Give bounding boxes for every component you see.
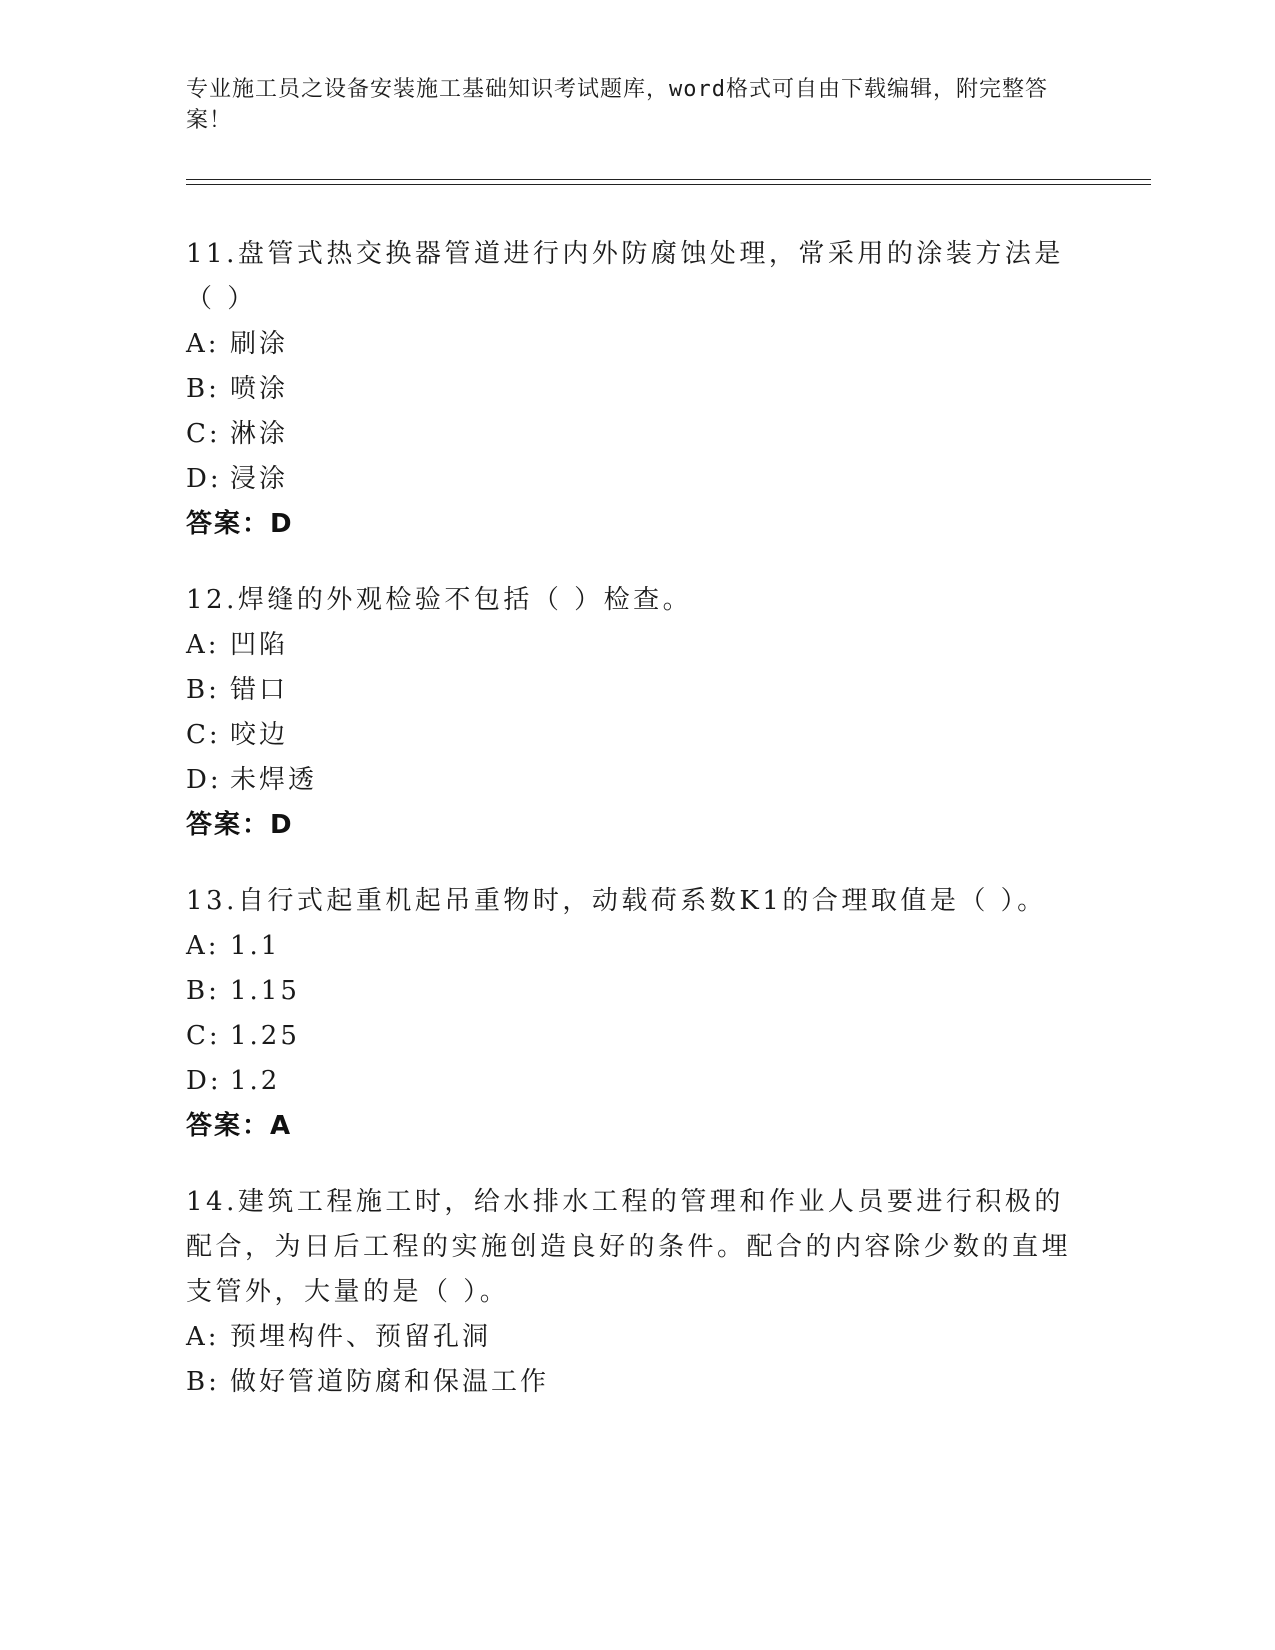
answer-line: 答案：D bbox=[186, 509, 294, 539]
option-c bbox=[186, 1014, 1086, 1059]
option-label: A: bbox=[186, 1322, 220, 1352]
header-divider-bottom bbox=[186, 184, 1151, 185]
question-13 bbox=[186, 879, 1086, 1149]
option-a bbox=[186, 1315, 1086, 1360]
option-text: 1.2 bbox=[230, 1066, 281, 1096]
option-label: A: bbox=[186, 630, 220, 660]
answer-line: 答案：D bbox=[186, 810, 294, 840]
option-label: C: bbox=[186, 419, 221, 449]
option-a bbox=[186, 924, 1086, 969]
option-b bbox=[186, 969, 1086, 1014]
option-text: 预埋构件、预留孔洞 bbox=[230, 1322, 492, 1352]
question-stem: 13.自行式起重机起吊重物时，动载荷系数K1的合理取值是（ ）。 bbox=[186, 886, 1047, 916]
option-label: B: bbox=[186, 374, 220, 404]
option-d bbox=[186, 1059, 1086, 1104]
option-text: 1.25 bbox=[230, 1021, 300, 1051]
question-stem: 12.焊缝的外观检验不包括（ ）检查。 bbox=[186, 585, 693, 615]
option-text: 刷涂 bbox=[230, 329, 289, 359]
document-header: 专业施工员之设备安装施工基础知识考试题库，word格式可自由下载编辑，附完整答案！ bbox=[186, 77, 1048, 133]
option-label: A: bbox=[186, 329, 220, 359]
option-c bbox=[186, 713, 1086, 758]
question-stem: 14.建筑工程施工时，给水排水工程的管理和作业人员要进行积极的配合，为日后工程的实施创造良好的条件。配合的内容除少数的直埋支管外，大量的是（ ）。 bbox=[186, 1187, 1072, 1307]
option-text: 凹陷 bbox=[230, 630, 289, 660]
option-label: B: bbox=[186, 976, 220, 1006]
option-label: B: bbox=[186, 675, 220, 705]
option-a bbox=[186, 623, 1086, 668]
option-label: D: bbox=[186, 765, 222, 795]
question-list bbox=[186, 232, 1086, 1436]
question-12 bbox=[186, 578, 1086, 848]
option-b bbox=[186, 668, 1086, 713]
answer-line: 答案：A bbox=[186, 1111, 293, 1141]
option-label: B: bbox=[186, 1367, 220, 1397]
option-text: 错口 bbox=[230, 675, 289, 705]
option-label: C: bbox=[186, 1021, 221, 1051]
question-stem: 11.盘管式热交换器管道进行内外防腐蚀处理，常采用的涂装方法是（ ） bbox=[186, 239, 1064, 314]
option-text: 淋涂 bbox=[230, 419, 289, 449]
option-label: D: bbox=[186, 464, 222, 494]
option-text: 浸涂 bbox=[230, 464, 289, 494]
question-14 bbox=[186, 1180, 1086, 1405]
option-text: 未焊透 bbox=[230, 765, 318, 795]
option-text: 做好管道防腐和保温工作 bbox=[230, 1367, 550, 1397]
option-label: D: bbox=[186, 1066, 222, 1096]
question-11 bbox=[186, 232, 1086, 547]
option-b bbox=[186, 1360, 1086, 1405]
option-text: 1.15 bbox=[230, 976, 300, 1006]
option-a bbox=[186, 322, 1086, 367]
option-label: C: bbox=[186, 720, 221, 750]
option-text: 喷涂 bbox=[230, 374, 289, 404]
option-d bbox=[186, 457, 1086, 502]
option-c bbox=[186, 412, 1086, 457]
option-label: A: bbox=[186, 931, 220, 961]
option-text: 1.1 bbox=[230, 931, 281, 961]
option-d bbox=[186, 758, 1086, 803]
option-b bbox=[186, 367, 1086, 412]
header-divider-top bbox=[186, 179, 1151, 180]
option-text: 咬边 bbox=[230, 720, 289, 750]
